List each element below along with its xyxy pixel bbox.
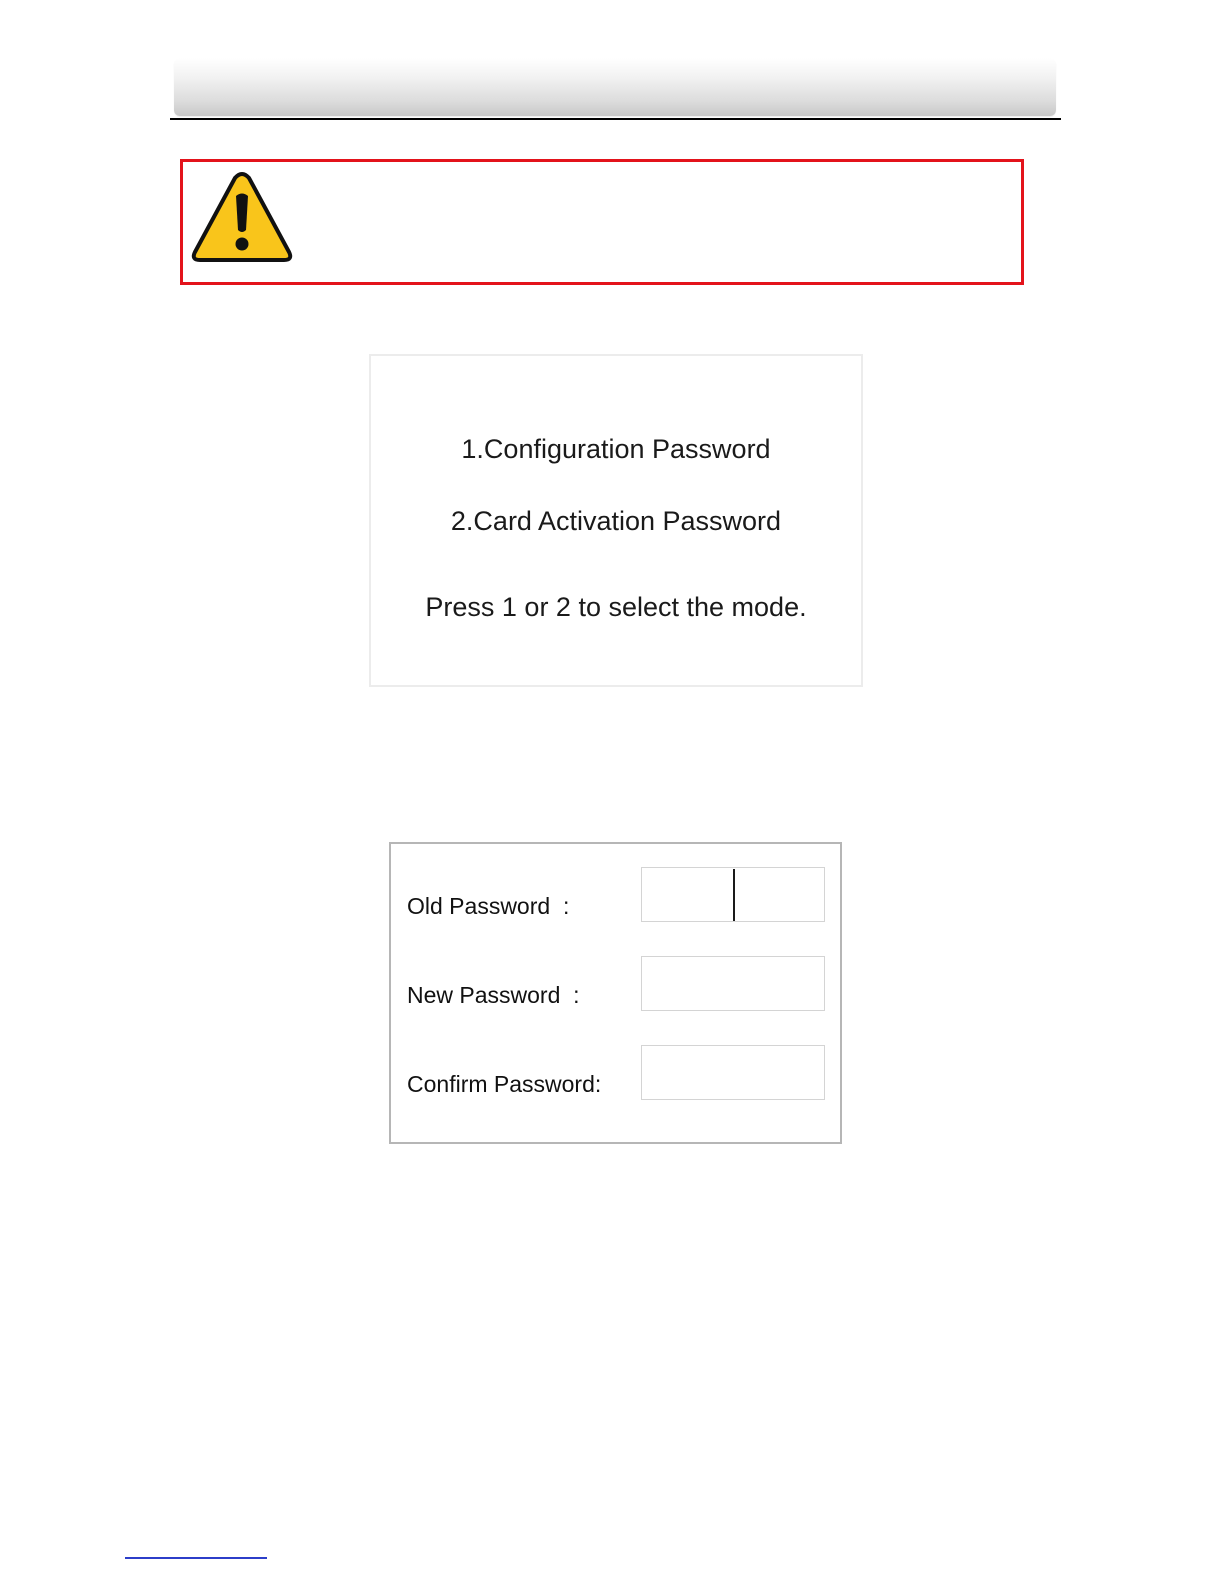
caution-box [180, 159, 1024, 285]
confirm-password-field[interactable] [641, 1045, 825, 1100]
warning-triangle-icon [191, 172, 293, 264]
page-header-bar [174, 58, 1056, 116]
confirm-password-label: Confirm Password: [407, 1071, 602, 1097]
mode-select-screen [369, 354, 863, 687]
header-divider [170, 118, 1061, 120]
text-cursor [733, 869, 735, 921]
configuration-password-option: 1.Configuration Password [461, 434, 771, 464]
old-password-label: Old Password : [407, 893, 570, 919]
change-password-screen [389, 842, 842, 1144]
new-password-label: New Password : [407, 982, 580, 1008]
new-password-field[interactable] [641, 956, 825, 1011]
footer-link-underline[interactable] [125, 1557, 267, 1559]
card-activation-password-option: 2.Card Activation Password [450, 506, 782, 536]
mode-select-instruction: Press 1 or 2 to select the mode. [425, 592, 807, 622]
